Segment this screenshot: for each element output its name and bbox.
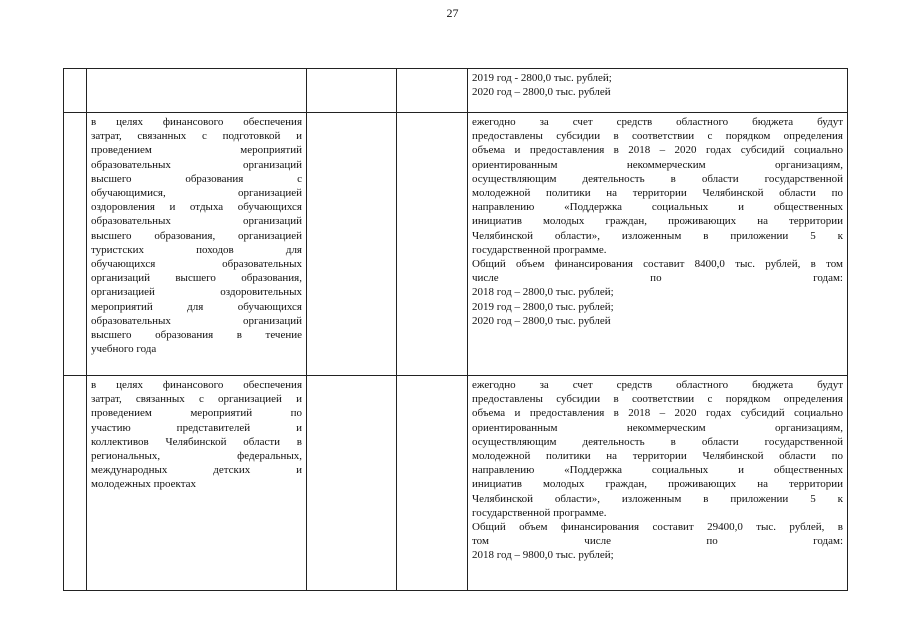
text-line: проведением мероприятий	[91, 144, 302, 157]
text-line: затрат, связанных с организацией и	[91, 393, 302, 406]
table-cell-empty	[397, 113, 468, 376]
text-line: ежегодно за счет средств областного бюджета будут	[472, 116, 843, 128]
table-row	[64, 69, 848, 113]
text-line: том числе по годам:	[472, 535, 843, 548]
table-cell-empty	[397, 69, 468, 113]
text-line: молодежных проектах	[91, 478, 197, 491]
text-line: региональных, федеральных,	[91, 450, 302, 463]
text-line: ориентированным некоммерческим организациям,	[472, 158, 843, 171]
table-cell-empty	[307, 69, 397, 113]
text-line: в целях финансового обеспечения	[91, 379, 302, 391]
table-cell-number	[64, 69, 87, 113]
table-cell-empty	[307, 113, 397, 376]
text-line: 2020 год – 2800,0 тыс. рублей	[472, 314, 611, 327]
text-line: числе по годам:	[472, 272, 843, 285]
text-line: коллективов Челябинской области в	[91, 435, 302, 448]
text-line: предоставлены субсидии в соответствии с порядком определения	[472, 130, 843, 143]
text-line: предоставлены субсидии в соответствии с порядком определения	[472, 393, 843, 406]
table-cell-empty	[307, 376, 397, 591]
text-line: затрат, связанных с подготовкой и	[91, 130, 302, 143]
text-line: инициатив молодых граждан, проживающих на территории	[472, 215, 843, 228]
text-line: 2019 год – 2800,0 тыс. рублей;	[472, 300, 614, 313]
text-line: Общий объем финансирования составит 29400,0 тыс. рублей, в	[472, 521, 843, 534]
description-text	[472, 378, 843, 563]
text-line: в целях финансового обеспечения	[91, 116, 302, 128]
text-line: образовательных организаций	[91, 314, 302, 327]
text-line: Общий объем финансирования составит 8400,0 тыс. рублей, в том	[472, 258, 843, 271]
text-line: осуществляющим деятельность в области государственной	[472, 435, 843, 448]
text-line: молодежной политики на территории Челябинской области по	[472, 187, 843, 200]
page-number: 27	[446, 6, 459, 20]
text-line: международных детских и	[91, 464, 302, 477]
text-line: государственной программе.	[472, 243, 607, 256]
table-cell-description	[468, 376, 848, 591]
text-line: организацией оздоровительных	[91, 286, 302, 299]
text-line: образовательных организаций	[91, 215, 302, 228]
text-line: 2018 год – 2800,0 тыс. рублей;	[472, 286, 614, 299]
description-text	[472, 115, 843, 328]
text-line: молодежной политики на территории Челябинской области по	[472, 450, 843, 463]
table-cell-purpose	[87, 69, 307, 113]
table-cell-empty	[397, 376, 468, 591]
purpose-text	[91, 115, 302, 356]
text-line: Челябинской области», изложенным в приложении 5 к	[472, 492, 843, 505]
text-line: направлению «Поддержка социальных и общественных	[472, 201, 843, 214]
text-line: инициатив молодых граждан, проживающих на территории	[472, 478, 843, 491]
text-line: ежегодно за счет средств областного бюджета будут	[472, 379, 843, 391]
text-line: объема и предоставления в 2018 – 2020 годах субсидий социально	[472, 407, 843, 420]
table-cell-number	[64, 376, 87, 591]
text-line: осуществляющим деятельность в области государственной	[472, 172, 843, 185]
text-line: Челябинской области», изложенным в приложении 5 к	[472, 229, 843, 242]
table-cell-description	[468, 69, 848, 113]
table-cell-purpose	[87, 376, 307, 591]
text-line: организаций высшего образования,	[91, 272, 302, 285]
table-row	[64, 376, 848, 591]
text-line: 2020 год – 2800,0 тыс. рублей	[472, 86, 611, 99]
text-line: высшего образования, организацией	[91, 229, 302, 242]
text-line: высшего образования в течение	[91, 329, 302, 342]
text-line: обучающихся образовательных	[91, 258, 302, 271]
text-line: мероприятий для обучающихся	[91, 300, 302, 313]
text-line: участию представителей и	[91, 421, 302, 434]
text-line: образовательных организаций	[91, 158, 302, 171]
text-line: 2018 год – 9800,0 тыс. рублей;	[472, 549, 614, 562]
text-line: государственной программе.	[472, 506, 607, 519]
text-line: 2019 год - 2800,0 тыс. рублей;	[472, 72, 612, 84]
text-line: проведением мероприятий по	[91, 407, 302, 420]
text-line: обучающимися, организацией	[91, 187, 302, 200]
table-cell-description	[468, 113, 848, 376]
document-table	[63, 68, 848, 591]
description-text	[472, 71, 843, 99]
text-line: ориентированным некоммерческим организациям,	[472, 421, 843, 434]
text-line: высшего образования с	[91, 172, 302, 185]
purpose-text	[91, 378, 302, 492]
text-line: объема и предоставления в 2018 – 2020 годах субсидий социально	[472, 144, 843, 157]
table-cell-purpose	[87, 113, 307, 376]
table-cell-number	[64, 113, 87, 376]
text-line: учебного года	[91, 343, 157, 356]
text-line: туристских походов для	[91, 243, 302, 256]
table-row	[64, 113, 848, 376]
text-line: направлению «Поддержка социальных и общественных	[472, 464, 843, 477]
text-line: оздоровления и отдыха обучающихся	[91, 201, 302, 214]
